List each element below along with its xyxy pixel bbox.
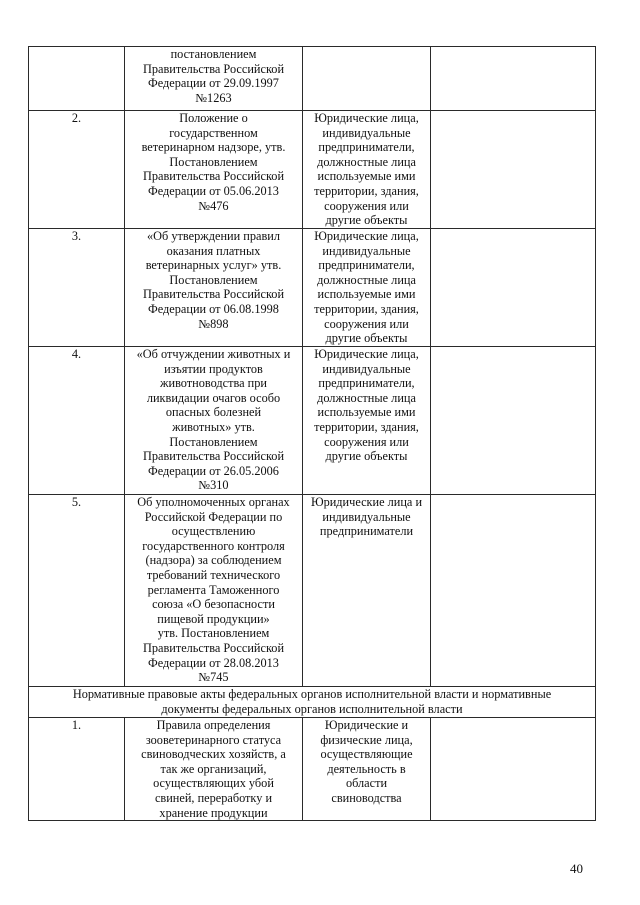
row-number-cell: [29, 111, 125, 229]
notes-cell: [431, 495, 596, 687]
row-number-cell: [29, 495, 125, 687]
subjects-cell: [303, 111, 431, 229]
row-number-text: 2.: [71, 111, 82, 125]
subjects-cell: [303, 47, 431, 111]
section-header-cell: [29, 687, 596, 718]
section-header-text: Нормативные правовые акты федеральных органов исполнительной власти и нормативные документы федеральных органов исполнительной власти: [72, 687, 552, 716]
subjects-text: Юридические лица, индивидуальные предприниматели, должностные лица используемые ими территории, здания, сооружения или другие объекты: [314, 347, 419, 464]
row-number-cell: [29, 347, 125, 495]
row-number-cell: [29, 718, 125, 821]
table-row: [29, 718, 596, 821]
legal-act-text: Правила определения зооветеринарного статуса свиноводческих хозяйств, а так же организаций, осуществляющих убой свиней, переработку и хранение продукции: [141, 718, 286, 820]
subjects-text: Юридические лица и индивидуальные предприниматели: [310, 495, 423, 539]
notes-cell: [431, 111, 596, 229]
row-number-text: 5.: [71, 495, 82, 509]
table-row: [29, 495, 596, 687]
row-number-text: 3.: [71, 229, 82, 243]
legal-act-cell: [125, 347, 303, 495]
regulations-table-body: [29, 47, 596, 821]
subjects-text: Юридические и физические лица, осуществляющие деятельность в области свиноводства: [320, 718, 413, 805]
notes-cell: [431, 718, 596, 821]
table-row: [29, 347, 596, 495]
table-row: [29, 229, 596, 347]
subjects-text: Юридические лица, индивидуальные предприниматели, должностные лица используемые ими территории, здания, сооружения или другие объекты: [314, 111, 419, 228]
table-row: [29, 111, 596, 229]
legal-act-text: «Об отчуждении животных и изъятии продуктов животноводства при ликвидации очагов особо опасных болезней животных» утв. Постановлением Правительства Российской Федерации от 26.05.2006 №310: [136, 347, 291, 493]
legal-act-text: «Об утверждении правил оказания платных ветеринарных услуг» утв. Постановлением Правительства Российской Федерации от 06.08.1998 №898: [142, 229, 285, 331]
regulations-table: [28, 46, 596, 821]
subjects-text: Юридические лица, индивидуальные предприниматели, должностные лица используемые ими территории, здания, сооружения или другие объекты: [314, 229, 419, 346]
legal-act-cell: [125, 229, 303, 347]
legal-act-cell: [125, 495, 303, 687]
notes-cell: [431, 229, 596, 347]
row-number-text: 1.: [71, 718, 82, 732]
table-row: [29, 47, 596, 111]
notes-cell: [431, 47, 596, 111]
section-header-row: [29, 687, 596, 718]
subjects-cell: [303, 347, 431, 495]
subjects-cell: [303, 229, 431, 347]
legal-act-cell: [125, 47, 303, 111]
legal-act-cell: [125, 111, 303, 229]
legal-act-cell: [125, 718, 303, 821]
legal-act-text: Об уполномоченных органах Российской Федерации по осуществлению государственного контроля (надзора) за соблюдением требований технического регламента Таможенного союза «О безопасности пищевой продукции» утв. Постановлением Правительства Российской Федерации от 28.08.2013 №745: [137, 495, 290, 685]
row-number-text: 4.: [71, 347, 82, 361]
subjects-cell: [303, 495, 431, 687]
legal-act-text: постановлением Правительства Российской Федерации от 29.09.1997 №1263: [142, 47, 285, 105]
page-number: 40: [570, 861, 583, 876]
subjects-cell: [303, 718, 431, 821]
notes-cell: [431, 347, 596, 495]
row-number-cell: [29, 47, 125, 111]
row-number-cell: [29, 229, 125, 347]
legal-act-text: Положение о государственном ветеринарном надзоре, утв. Постановлением Правительства Российской Федерации от 05.06.2013 №476: [141, 111, 286, 213]
